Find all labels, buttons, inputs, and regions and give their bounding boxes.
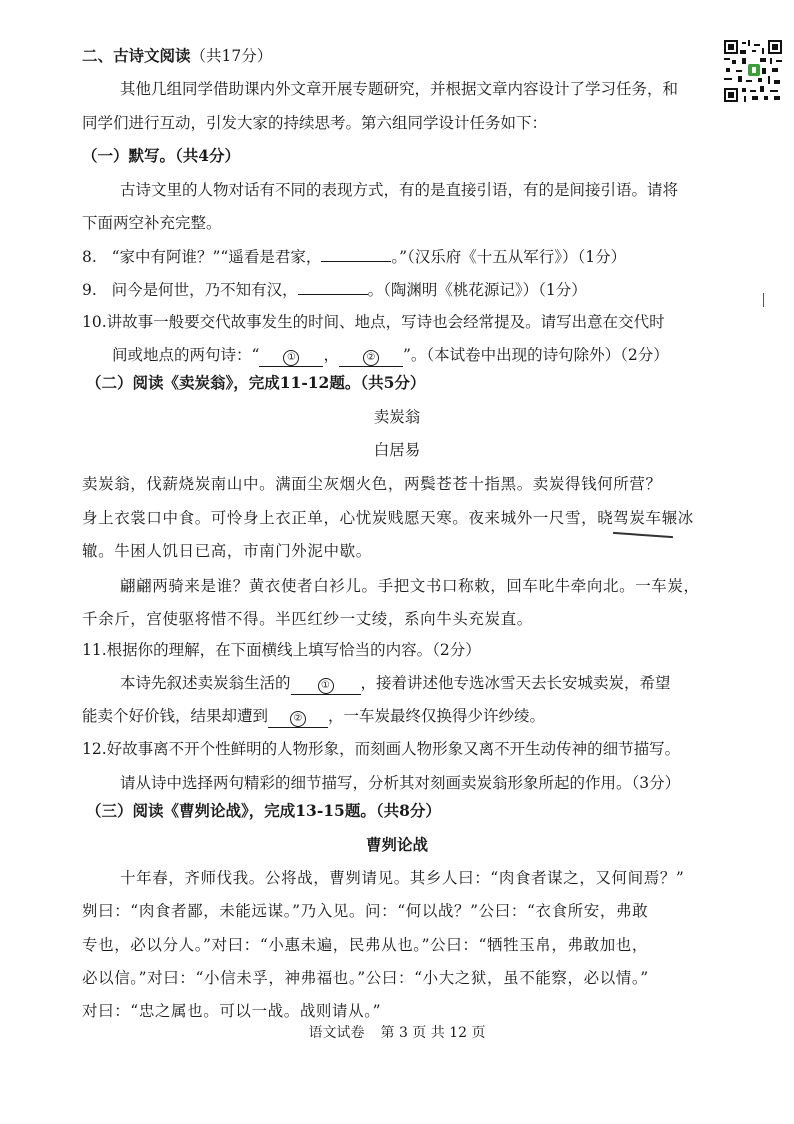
question-10 xyxy=(82,312,665,332)
scan-mark xyxy=(763,293,764,307)
question-number: 9. xyxy=(82,281,97,299)
answer-blank[interactable] xyxy=(321,246,391,262)
question-number: 12. xyxy=(82,740,107,758)
part2-heading: （二）阅读《卖炭翁》，完成11-12题。（共5分） xyxy=(86,373,426,392)
prose-line: 必以信。”对曰：“小信未孚，神弗福也。”公曰：“小大之狱，虽不能察，必以情。” xyxy=(82,969,649,987)
question-number: 11. xyxy=(82,641,107,659)
question-11 xyxy=(82,640,481,660)
prose-line: 十年春，齐师伐我。公将战，曹刿请见。其乡人曰：“肉食者谋之，又何间焉？” xyxy=(120,869,685,887)
qr-code xyxy=(724,40,782,102)
question-text: 讲故事一般要交代故事发生的时间、地点，写诗也会经常提及。请写出意在交代时 xyxy=(106,313,665,331)
question-text: 问今是何世，乃不知有汉， xyxy=(111,281,298,299)
part1-desc-2: 下面两空补充完整。 xyxy=(82,214,222,232)
answer-blank[interactable] xyxy=(298,279,368,295)
prose-line: 专也，必以分人。”对曰：“小惠未遍，民弗从也。”公曰：“牺牲玉帛，弗敢加也， xyxy=(82,936,648,954)
poem-title: 卖炭翁 xyxy=(373,408,421,426)
question-text: 好故事离不开个性鲜明的人物形象，而刻画人物形象又离不开生动传神的细节描写。 xyxy=(106,740,681,758)
answer-blank-2[interactable]: ② xyxy=(339,345,403,367)
question-9 xyxy=(82,279,587,300)
question-number: 8. xyxy=(82,248,97,266)
prose-line: 刿曰：“肉食者鄙，未能远谋。”乃入见。问：“何以战？”公曰：“衣食所安，弗敢 xyxy=(82,902,649,920)
poem-line: 卖炭翁，伐薪烧炭南山中。满面尘灰烟火色，两鬓苍苍十指黑。卖炭得钱何所营？ xyxy=(82,475,662,493)
prose-title: 曹刿论战 xyxy=(365,835,428,854)
pen-stroke xyxy=(613,532,673,538)
poem-line: 辙。牛困人饥日已高，市南门外泥中歇。 xyxy=(82,542,372,560)
poem-line: 身上衣裳口中食。可怜身上衣正单，心忧炭贱愿天寒。夜来城外一尺雪，晓驾炭车辗冰 xyxy=(82,509,694,527)
answer-blank-1[interactable]: ① xyxy=(291,673,361,695)
part1-desc-1: 古诗文里的人物对话有不同的表现方式，有的是直接引语，有的是间接引语。请将 xyxy=(120,181,679,199)
question-8 xyxy=(82,246,626,267)
section-title: 二、古诗文阅读 xyxy=(82,46,191,65)
intro-line-1: 其他几组同学借助课内外文章开展专题研究，并根据文章内容设计了学习任务，和 xyxy=(120,80,679,98)
part1-heading: （一）默写。（共4分） xyxy=(82,146,241,165)
footer-page-number: 第 3 页 共 12 页 xyxy=(380,1025,486,1041)
part3-heading: （三）阅读《曹刿论战》，完成13-15题。（共8分） xyxy=(86,801,441,820)
answer-blank-2[interactable]: ② xyxy=(268,706,328,728)
prose-line: 对曰：“忠之属也。可以一战。战则请从。” xyxy=(82,1002,382,1020)
page-footer xyxy=(0,1022,794,1042)
poem-line: 翩翩两骑来是谁？黄衣使者白衫儿。手把文书口称敕，回车叱牛牵向北。一车炭， xyxy=(120,577,700,595)
answer-blank-1[interactable]: ① xyxy=(259,345,323,367)
question-source: 。”（汉乐府《十五从军行》）（1分） xyxy=(391,248,627,266)
question-text: “家中有阿谁？”“遥看是君家， xyxy=(111,248,322,266)
question-12 xyxy=(82,739,680,759)
poem-line: 千余斤，宫使驱将惜不得。半匹红纱一丈绫，系向牛头充炭直。 xyxy=(82,610,533,628)
question-12-line-2: 请从诗中选择两句精彩的细节描写，分析其对刻画卖炭翁形象所起的作用。（3分） xyxy=(120,774,681,792)
question-11-line-2: 能卖个好价钱，结果却遭到 ② ，一车炭最终仅换得少许纱绫。 xyxy=(82,706,545,728)
poem-author: 白居易 xyxy=(373,441,421,459)
footer-subject: 语文试卷 xyxy=(308,1025,365,1041)
question-10-line-2: 间或地点的两句诗：“ ① ， ② ”。（本试卷中出现的诗句除外）（2分） xyxy=(112,345,669,367)
section-heading xyxy=(82,46,272,66)
intro-line-2: 同学们进行互动，引发大家的持续思考。第六组同学设计任务如下： xyxy=(82,114,548,132)
question-source: 。（陶渊明《桃花源记》）（1分） xyxy=(367,281,587,299)
section-score: （共17分） xyxy=(190,47,273,65)
question-11-line-1: 本诗先叙述卖炭翁生活的 ① ，接着讲述他专选冰雪天去长安城卖炭，希望 xyxy=(120,673,671,695)
question-number: 10. xyxy=(82,313,107,331)
question-text: 根据你的理解，在下面横线上填写恰当的内容。（2分） xyxy=(106,641,481,659)
